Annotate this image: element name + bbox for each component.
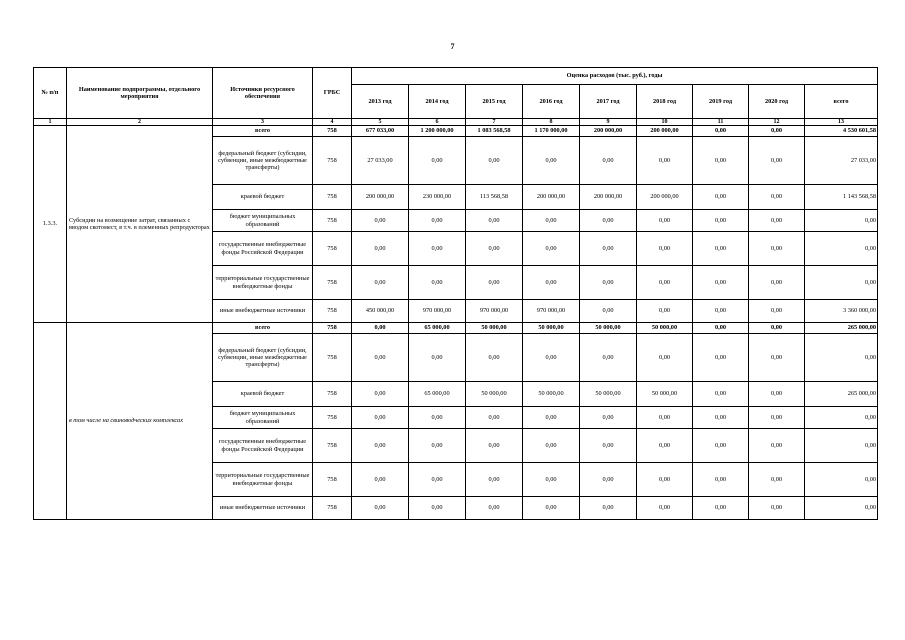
amount-cell: 0,00 [466,497,523,520]
funding-source: государственные внебюджетные фонды Российской Федерации [213,429,313,463]
column-number: 5 [352,119,409,126]
amount-cell: 1 083 568,58 [466,126,523,137]
amount-cell: 0,00 [749,334,805,382]
amount-cell: 65 000,00 [409,323,466,334]
column-number: 7 [466,119,523,126]
funding-source: территориальные государственные внебюджетные фонды [213,266,313,300]
amount-cell: 0,00 [466,463,523,497]
amount-cell: 0,00 [466,266,523,300]
amount-cell: 0,00 [637,407,693,429]
column-number: 4 [313,119,352,126]
amount-cell: 0,00 [693,185,749,210]
amount-cell: 0,00 [352,382,409,407]
amount-cell: 0,00 [693,382,749,407]
amount-cell: 65 000,00 [409,382,466,407]
grbs-code: 758 [313,232,352,266]
amount-cell: 0,00 [523,497,580,520]
funding-source: всего [213,323,313,334]
funding-source: бюджет муниципальных образований [213,210,313,232]
header-year: 2018 год [637,85,693,119]
funding-source: иные внебюджетные источники [213,497,313,520]
amount-cell: 0,00 [580,232,637,266]
amount-cell: 0,00 [637,463,693,497]
header-year: 2014 год [409,85,466,119]
amount-cell: 0,00 [352,334,409,382]
header-source: Источники ресурсного обеспечения [213,68,313,119]
amount-cell: 0,00 [466,137,523,185]
amount-cell: 0,00 [693,429,749,463]
amount-cell: 50 000,00 [466,382,523,407]
amount-cell: 0,00 [352,407,409,429]
amount-cell: 200 000,00 [523,185,580,210]
amount-cell: 0,00 [409,497,466,520]
column-number: 1 [34,119,67,126]
amount-cell: 50 000,00 [523,323,580,334]
funding-source: всего [213,126,313,137]
header-year: 2015 год [466,85,523,119]
funding-source: краевой бюджет [213,382,313,407]
amount-cell: 265 000,00 [805,382,878,407]
amount-cell: 0,00 [352,232,409,266]
amount-cell: 0,00 [693,266,749,300]
amount-cell: 0,00 [580,137,637,185]
column-number: 11 [693,119,749,126]
table-row [34,323,878,334]
amount-cell: 265 000,00 [805,323,878,334]
amount-cell: 450 000,00 [352,300,409,323]
amount-cell: 0,00 [523,334,580,382]
amount-cell: 1 143 568,58 [805,185,878,210]
amount-cell: 970 000,00 [466,300,523,323]
amount-cell: 230 000,00 [409,185,466,210]
amount-cell: 0,00 [523,407,580,429]
column-number: 10 [637,119,693,126]
amount-cell: 50 000,00 [466,323,523,334]
amount-cell: 970 000,00 [523,300,580,323]
column-number: 13 [805,119,878,126]
amount-cell: 0,00 [693,334,749,382]
amount-cell: 0,00 [580,497,637,520]
amount-cell: 50 000,00 [580,323,637,334]
amount-cell: 0,00 [466,210,523,232]
grbs-code: 758 [313,382,352,407]
amount-cell: 0,00 [693,497,749,520]
amount-cell: 0,00 [693,126,749,137]
amount-cell: 0,00 [352,266,409,300]
amount-cell: 970 000,00 [409,300,466,323]
amount-cell: 0,00 [409,266,466,300]
amount-cell: 0,00 [749,126,805,137]
header-year: 2013 год [352,85,409,119]
grbs-code: 758 [313,137,352,185]
amount-cell: 0,00 [749,323,805,334]
amount-cell: 0,00 [749,137,805,185]
amount-cell: 0,00 [352,429,409,463]
grbs-code: 758 [313,463,352,497]
amount-cell: 0,00 [693,210,749,232]
amount-cell: 0,00 [637,429,693,463]
amount-cell: 0,00 [805,232,878,266]
column-number: 3 [213,119,313,126]
amount-cell: 0,00 [749,382,805,407]
budget-table [33,67,878,520]
column-number: 12 [749,119,805,126]
amount-cell: 0,00 [749,210,805,232]
amount-cell: 200 000,00 [637,185,693,210]
amount-cell: 0,00 [352,210,409,232]
amount-cell: 0,00 [466,232,523,266]
amount-cell: 200 000,00 [352,185,409,210]
funding-source: иные внебюджетные источники [213,300,313,323]
amount-cell: 0,00 [523,210,580,232]
amount-cell: 0,00 [749,232,805,266]
grbs-code: 758 [313,300,352,323]
amount-cell: 0,00 [523,232,580,266]
header-year: 2019 год [693,85,749,119]
amount-cell: 200 000,00 [580,126,637,137]
amount-cell: 0,00 [637,266,693,300]
funding-source: бюджет муниципальных образований [213,407,313,429]
grbs-code: 758 [313,323,352,334]
amount-cell: 0,00 [749,463,805,497]
page-number: 7 [450,42,455,51]
amount-cell: 0,00 [637,497,693,520]
amount-cell: 0,00 [749,407,805,429]
funding-source: государственные внебюджетные фонды Российской Федерации [213,232,313,266]
amount-cell: 0,00 [693,407,749,429]
amount-cell: 0,00 [580,210,637,232]
funding-source: федеральный бюджет (субсидии, субвенции, иные межбюджетные трансферты) [213,334,313,382]
amount-cell: 113 568,58 [466,185,523,210]
amount-cell: 0,00 [805,497,878,520]
section-name: в том числе на свиноводческих комплексах [67,323,213,520]
amount-cell: 0,00 [580,407,637,429]
amount-cell: 0,00 [693,463,749,497]
table-row [34,126,878,137]
amount-cell: 27 033,00 [805,137,878,185]
column-number: 2 [67,119,213,126]
amount-cell: 0,00 [693,232,749,266]
amount-cell: 0,00 [409,137,466,185]
amount-cell: 0,00 [409,334,466,382]
amount-cell: 0,00 [805,266,878,300]
amount-cell: 200 000,00 [580,185,637,210]
amount-cell: 0,00 [523,137,580,185]
column-number: 9 [580,119,637,126]
amount-cell: 0,00 [637,137,693,185]
header-estimate: Оценка расходов (тыс. руб.), годы [352,68,878,85]
amount-cell: 0,00 [749,497,805,520]
amount-cell: 0,00 [749,300,805,323]
amount-cell: 0,00 [749,429,805,463]
funding-source: территориальные государственные внебюджетные фонды [213,463,313,497]
amount-cell: 0,00 [580,463,637,497]
funding-source: федеральный бюджет (субсидии, субвенции, иные межбюджетные трансферты) [213,137,313,185]
amount-cell: 0,00 [580,300,637,323]
amount-cell: 0,00 [637,210,693,232]
amount-cell: 0,00 [466,429,523,463]
header-name: Наименование подпрограммы, отдельного мероприятия [67,68,213,119]
header-year: 2017 год [580,85,637,119]
amount-cell: 0,00 [409,210,466,232]
amount-cell: 50 000,00 [580,382,637,407]
amount-cell: 0,00 [749,185,805,210]
amount-cell: 0,00 [409,232,466,266]
header-grbs: ГРБС [313,68,352,119]
grbs-code: 758 [313,185,352,210]
section-number [34,323,67,520]
amount-cell: 0,00 [580,266,637,300]
grbs-code: 758 [313,334,352,382]
column-number: 8 [523,119,580,126]
amount-cell: 0,00 [523,266,580,300]
amount-cell: 0,00 [637,334,693,382]
amount-cell: 0,00 [693,300,749,323]
amount-cell: 0,00 [523,429,580,463]
amount-cell: 0,00 [805,407,878,429]
amount-cell: 0,00 [637,300,693,323]
amount-cell: 677 033,00 [352,126,409,137]
funding-source: краевой бюджет [213,185,313,210]
amount-cell: 3 360 000,00 [805,300,878,323]
amount-cell: 0,00 [466,407,523,429]
header-year: 2020 год [749,85,805,119]
header-year: 2016 год [523,85,580,119]
grbs-code: 758 [313,429,352,463]
amount-cell: 0,00 [805,210,878,232]
amount-cell: 0,00 [352,497,409,520]
section-number: 1.3.3. [34,126,67,323]
grbs-code: 758 [313,407,352,429]
grbs-code: 758 [313,210,352,232]
amount-cell: 0,00 [409,407,466,429]
amount-cell: 0,00 [409,429,466,463]
amount-cell: 0,00 [352,463,409,497]
amount-cell: 1 200 000,00 [409,126,466,137]
grbs-code: 758 [313,266,352,300]
amount-cell: 0,00 [693,137,749,185]
amount-cell: 0,00 [580,429,637,463]
header-num: № п/п [34,68,67,119]
amount-cell: 50 000,00 [637,323,693,334]
grbs-code: 758 [313,126,352,137]
amount-cell: 0,00 [749,266,805,300]
amount-cell: 0,00 [637,232,693,266]
amount-cell: 0,00 [409,463,466,497]
amount-cell: 0,00 [805,463,878,497]
amount-cell: 0,00 [805,334,878,382]
amount-cell: 0,00 [580,334,637,382]
section-name: Субсидии на возмещение затрат, связанных с вводом скотомест, в т.ч. в племенных репродукторах [67,126,213,323]
amount-cell: 50 000,00 [637,382,693,407]
header-year: всего [805,85,878,119]
amount-cell: 200 000,00 [637,126,693,137]
grbs-code: 758 [313,497,352,520]
amount-cell: 0,00 [466,334,523,382]
amount-cell: 50 000,00 [523,382,580,407]
amount-cell: 0,00 [693,323,749,334]
amount-cell: 0,00 [352,323,409,334]
amount-cell: 4 530 601,58 [805,126,878,137]
amount-cell: 0,00 [523,463,580,497]
amount-cell: 27 033,00 [352,137,409,185]
column-number: 6 [409,119,466,126]
amount-cell: 1 170 000,00 [523,126,580,137]
amount-cell: 0,00 [805,429,878,463]
